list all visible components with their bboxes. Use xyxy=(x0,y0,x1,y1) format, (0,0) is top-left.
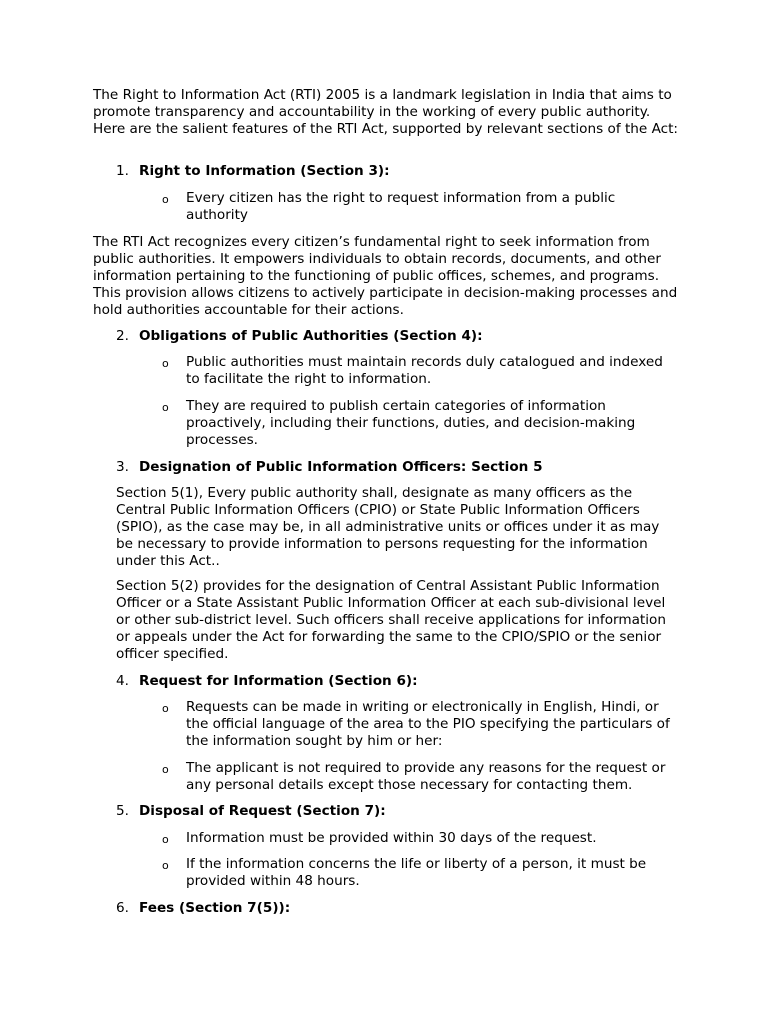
section-number: 1. xyxy=(116,163,129,179)
bullet-marker: o xyxy=(162,357,169,370)
section-heading xyxy=(116,803,386,820)
section-heading xyxy=(116,459,543,476)
bullet-marker: o xyxy=(162,702,169,715)
bullet-item: They are required to publish certain categories of information proactively, including their functions, duties, and decision-making processes. xyxy=(186,398,636,448)
section-title: Right to Information (Section 3): xyxy=(139,163,390,179)
bullet-marker: o xyxy=(162,833,169,846)
section-heading xyxy=(116,900,290,917)
section-title: Fees (Section 7(5)): xyxy=(139,900,291,916)
bullet-marker: o xyxy=(162,401,169,414)
bullet-item: Information must be provided within 30 days of the request. xyxy=(186,830,597,846)
body-paragraph: The RTI Act recognizes every citizen’s fundamental right to seek information from public authorities. It empowers individuals to obtain records, documents, and other information pertaining to the functioning of public offices, schemes, and programs. This provision allows citizens to actively participate in decision-making processes and hold authorities accountable for their actions. xyxy=(93,234,678,318)
bullet-item: Every citizen has the right to request information from a public authority xyxy=(186,190,616,223)
bullet-marker: o xyxy=(162,859,169,872)
bullet-item: If the information concerns the life or liberty of a person, it must be provided within 48 hours. xyxy=(186,856,647,889)
section-title: Disposal of Request (Section 7): xyxy=(139,803,386,819)
section-title: Designation of Public Information Officers: Section 5 xyxy=(139,459,543,475)
bullet-marker: o xyxy=(162,193,169,206)
bullet-marker: o xyxy=(162,763,169,776)
intro-paragraph: The Right to Information Act (RTI) 2005 is a landmark legislation in India that aims to promote transparency and accountability in the working of every public authority. Here are the salient features of the RTI Act, supported by relevant sections of the Act: xyxy=(93,87,679,137)
bullet-item: The applicant is not required to provide any reasons for the request or any personal details except those necessary for contacting them. xyxy=(186,760,666,793)
section-number: 5. xyxy=(116,803,129,819)
body-paragraph: Section 5(1), Every public authority shall, designate as many officers as the Central Public Information Officers (CPIO) or State Public Information Officers (SPIO), as the case may be, in all administrative units or offices under it as may be necessary to provide information to persons requesting for the information under this Act.. xyxy=(116,485,660,569)
body-paragraph: Section 5(2) provides for the designation of Central Assistant Public Information Officer or a State Assistant Public Information Officer at each sub-divisional level or other sub-district level. Such officers shall receive applications for information or appeals under the Act for forwarding the same to the CPIO/SPIO or the senior officer specified. xyxy=(116,578,666,662)
section-number: 4. xyxy=(116,673,129,689)
section-heading xyxy=(116,673,418,690)
bullet-item: Public authorities must maintain records duly catalogued and indexed to facilitate the right to information. xyxy=(186,354,663,387)
section-number: 3. xyxy=(116,459,129,475)
section-title: Request for Information (Section 6): xyxy=(139,673,418,689)
section-heading xyxy=(116,328,483,345)
section-heading xyxy=(116,163,390,180)
section-title: Obligations of Public Authorities (Section 4): xyxy=(139,328,483,344)
section-number: 2. xyxy=(116,328,129,344)
section-number: 6. xyxy=(116,900,129,916)
bullet-item: Requests can be made in writing or electronically in English, Hindi, or the official language of the area to the PIO specifying the particulars of the information sought by him or her: xyxy=(186,699,670,749)
